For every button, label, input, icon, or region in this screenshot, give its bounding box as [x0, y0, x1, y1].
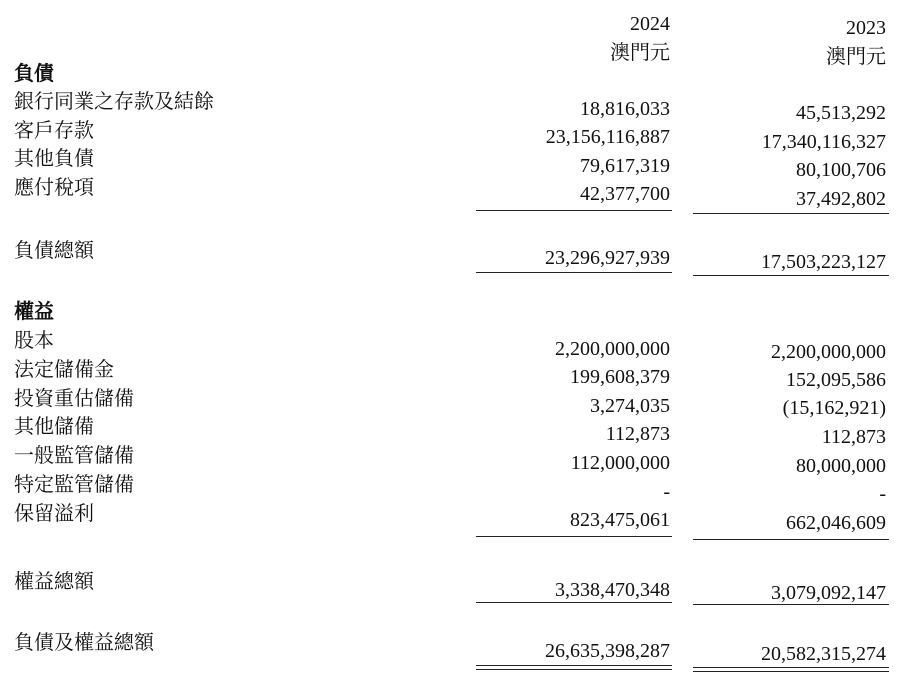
- currency-2023-header: 澳門元: [826, 46, 886, 68]
- equity-heading: 權益: [14, 301, 54, 323]
- equity-total-label: 權益總額: [14, 571, 94, 593]
- row-value-2023: 45,513,292: [796, 102, 886, 124]
- row-value-2024: 42,377,700: [580, 183, 670, 205]
- row-value-2024: 2,200,000,000: [555, 338, 670, 360]
- row-value-2023: 2,200,000,000: [771, 341, 886, 363]
- total-rule-2023: [693, 275, 889, 276]
- equity-total-2023: 3,079,092,147: [771, 582, 886, 604]
- row-value-2023: 17,340,116,327: [761, 131, 886, 153]
- row-label: 投資重估儲備: [14, 388, 134, 410]
- grand-total-2024: 26,635,398,287: [545, 640, 670, 662]
- row-label: 保留溢利: [14, 503, 94, 525]
- subtotal-rule-2024: [476, 210, 672, 211]
- grand-total-label: 負債及權益總額: [14, 632, 154, 654]
- row-value-2023: -: [879, 483, 886, 505]
- subtotal-rule-2024: [476, 536, 672, 537]
- subtotal-rule-2023: [693, 213, 889, 214]
- row-value-2024: 199,608,379: [570, 366, 670, 388]
- liabilities-heading: 負債: [14, 63, 54, 85]
- total-rule-2024: [476, 272, 672, 273]
- row-value-2023: 112,873: [821, 426, 886, 448]
- liabilities-total-2024: 23,296,927,939: [545, 247, 670, 269]
- liabilities-total-label: 負債總額: [14, 240, 94, 262]
- row-label: 股本: [14, 330, 54, 352]
- row-value-2023: 80,000,000: [796, 455, 886, 477]
- currency-2024-header: 澳門元: [610, 42, 670, 64]
- row-value-2023: (15,162,921): [782, 397, 886, 419]
- row-label: 應付稅項: [14, 177, 94, 199]
- equity-total-2024: 3,338,470,348: [555, 579, 670, 601]
- row-value-2023: 80,100,706: [796, 159, 886, 181]
- row-value-2024: 18,816,033: [580, 98, 670, 120]
- row-value-2024: 112,000,000: [570, 452, 670, 474]
- year-2023-header: 2023: [846, 17, 886, 39]
- row-value-2024: 23,156,116,887: [545, 126, 670, 148]
- row-value-2024: -: [663, 481, 670, 503]
- subtotal-rule-2023: [693, 539, 889, 540]
- row-label: 一般監管儲備: [14, 445, 134, 467]
- row-label: 客戶存款: [14, 120, 94, 142]
- row-label: 特定監管儲備: [14, 474, 134, 496]
- row-value-2024: 3,274,035: [590, 395, 670, 417]
- row-value-2023: 37,492,802: [796, 188, 886, 210]
- year-2024-header: 2024: [630, 13, 670, 35]
- row-value-2023: 662,046,609: [786, 512, 886, 534]
- row-label: 銀行同業之存款及結餘: [14, 91, 214, 113]
- row-value-2024: 79,617,319: [580, 155, 670, 177]
- double-rule-2023: [693, 667, 889, 672]
- row-value-2024: 823,475,061: [570, 509, 670, 531]
- row-value-2023: 152,095,586: [786, 369, 886, 391]
- row-value-2024: 112,873: [605, 423, 670, 445]
- grand-total-2023: 20,582,315,274: [761, 643, 886, 665]
- row-label: 其他儲備: [14, 416, 94, 438]
- row-label: 其他負債: [14, 148, 94, 170]
- double-rule-2024: [476, 665, 672, 670]
- row-label: 法定儲備金: [14, 359, 114, 381]
- liabilities-total-2023: 17,503,223,127: [761, 251, 886, 273]
- total-rule-2024: [476, 602, 672, 603]
- total-rule-2023: [693, 604, 889, 605]
